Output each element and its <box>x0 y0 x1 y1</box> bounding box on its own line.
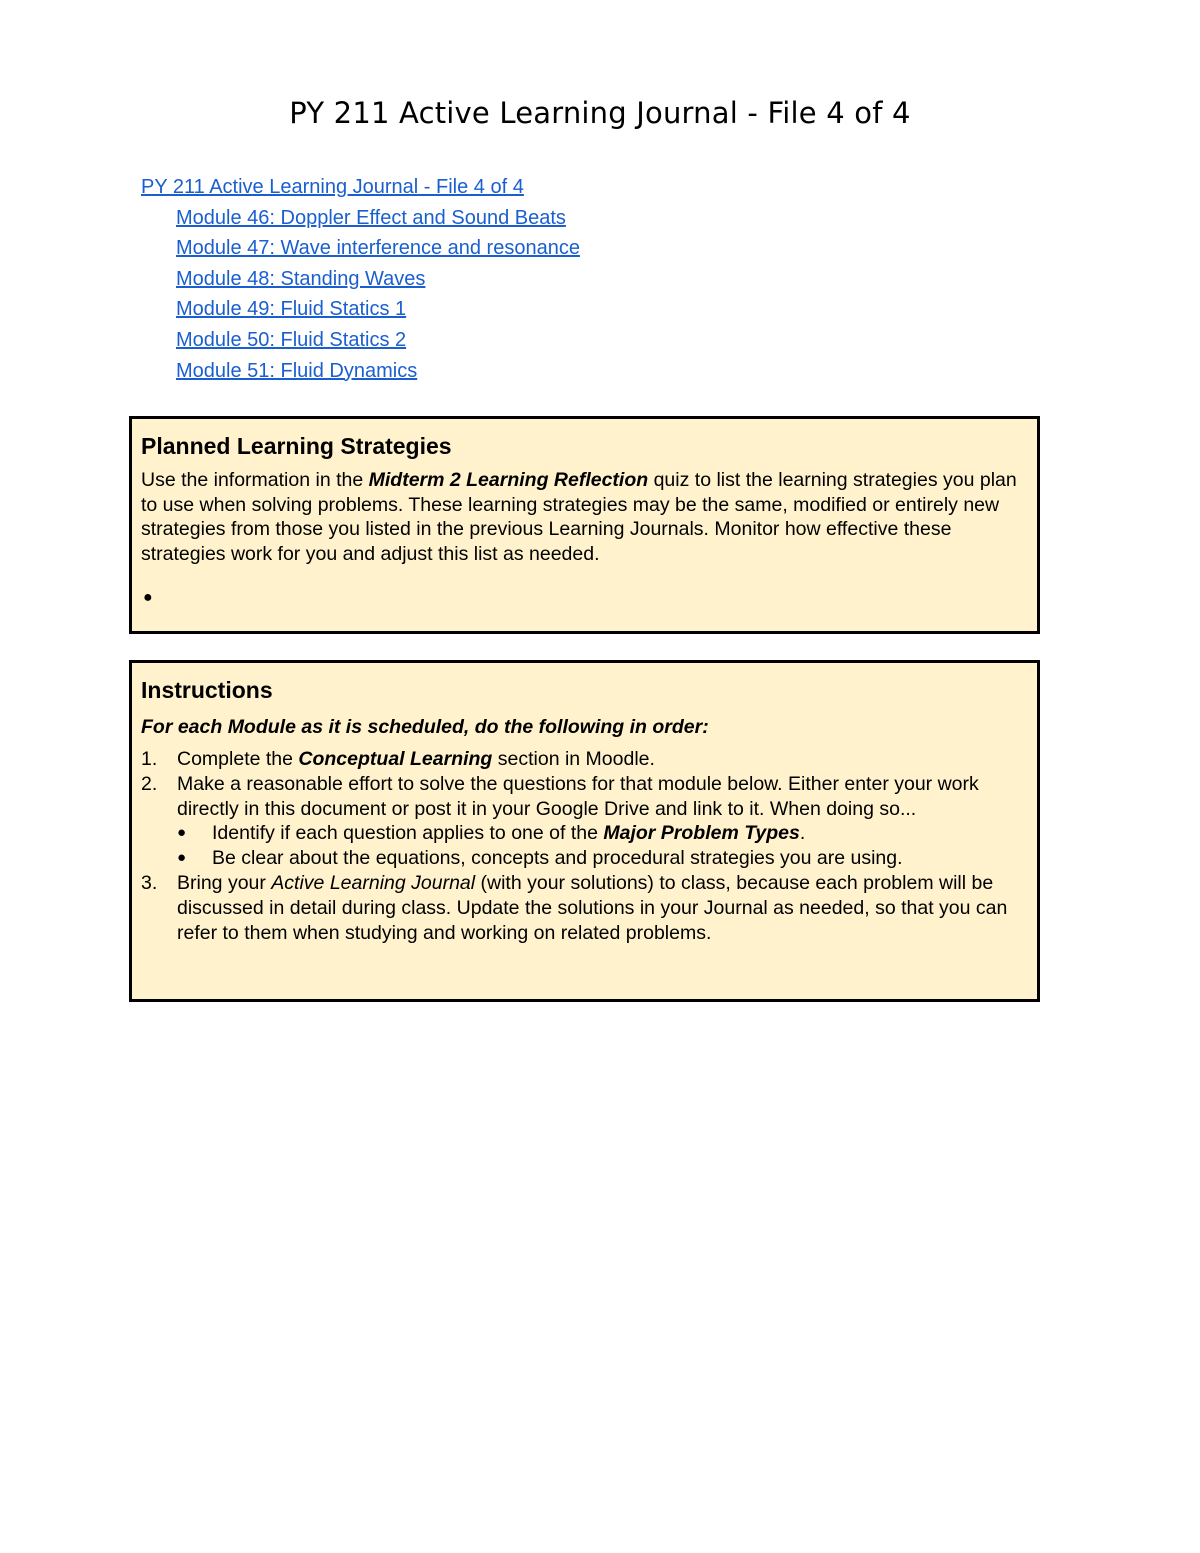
step-item: 2. Make a reasonable effort to solve the questions for that module below. Either enter your work directly in this document or post it in your Google Drive and link to it. When doing so... ● Identify if each question applies to one of the Major Problem Types. ● Be clear about the equations, concepts and procedural strategies you are using. <box>141 772 1029 871</box>
table-of-contents <box>141 172 1041 386</box>
step-item: 1. Complete the Conceptual Learning section in Moodle. <box>141 748 655 770</box>
instructions-subhead: For each Module as it is scheduled, do the following in order: <box>141 716 709 738</box>
instructions-steps <box>141 747 1029 945</box>
sub-bullet-item: ● Be clear about the equations, concepts and procedural strategies you are using. <box>177 847 903 870</box>
toc-link-module-51[interactable]: Module 51: Fluid Dynamics <box>176 359 418 382</box>
toc-link-module-47[interactable]: Module 47: Wave interference and resonance <box>176 237 580 260</box>
toc-link-main[interactable]: PY 211 Active Learning Journal - File 4 of 4 <box>141 176 524 198</box>
sub-bullet-item: ● Identify if each question applies to one of the Major Problem Types. <box>177 822 806 845</box>
midterm-reflection-emphasis: Midterm 2 Learning Reflection <box>368 469 649 491</box>
document-title: PY 211 Active Learning Journal - File 4 of 4 <box>289 96 911 130</box>
instructions-heading: Instructions <box>141 677 273 703</box>
toc-link-module-50[interactable]: Module 50: Fluid Statics 2 <box>176 328 407 351</box>
strategies-heading: Planned Learning Strategies <box>141 433 452 459</box>
planned-strategies-box <box>129 416 1040 634</box>
step-sub-bullets <box>177 821 1029 871</box>
step-item: 3. Bring your Active Learning Journal (with your solutions) to class, because each problem will be discussed in detail during class. Update the solutions in your Journal as needed, so that you can refer to them when studying and working on related problems. <box>141 871 1008 944</box>
strategy-bullet[interactable]: ● <box>143 589 153 607</box>
toc-link-module-49[interactable]: Module 49: Fluid Statics 1 <box>176 298 407 321</box>
instructions-box <box>129 660 1040 1002</box>
toc-link-module-46[interactable]: Module 46: Doppler Effect and Sound Beats <box>176 206 566 229</box>
bullet-icon: ● <box>177 849 187 867</box>
bullet-icon: ● <box>177 824 187 842</box>
strategies-paragraph: Use the information in the Midterm 2 Learning Reflection quiz to list the learning strategies you plan to use when solving problems. These learning strategies may be the same, modified or entirely new strategies from those you listed in the previous Learning Journals. Monitor how effective these strategies work for you and adjust this list as needed. <box>141 469 1017 565</box>
toc-link-module-48[interactable]: Module 48: Standing Waves <box>176 267 426 290</box>
